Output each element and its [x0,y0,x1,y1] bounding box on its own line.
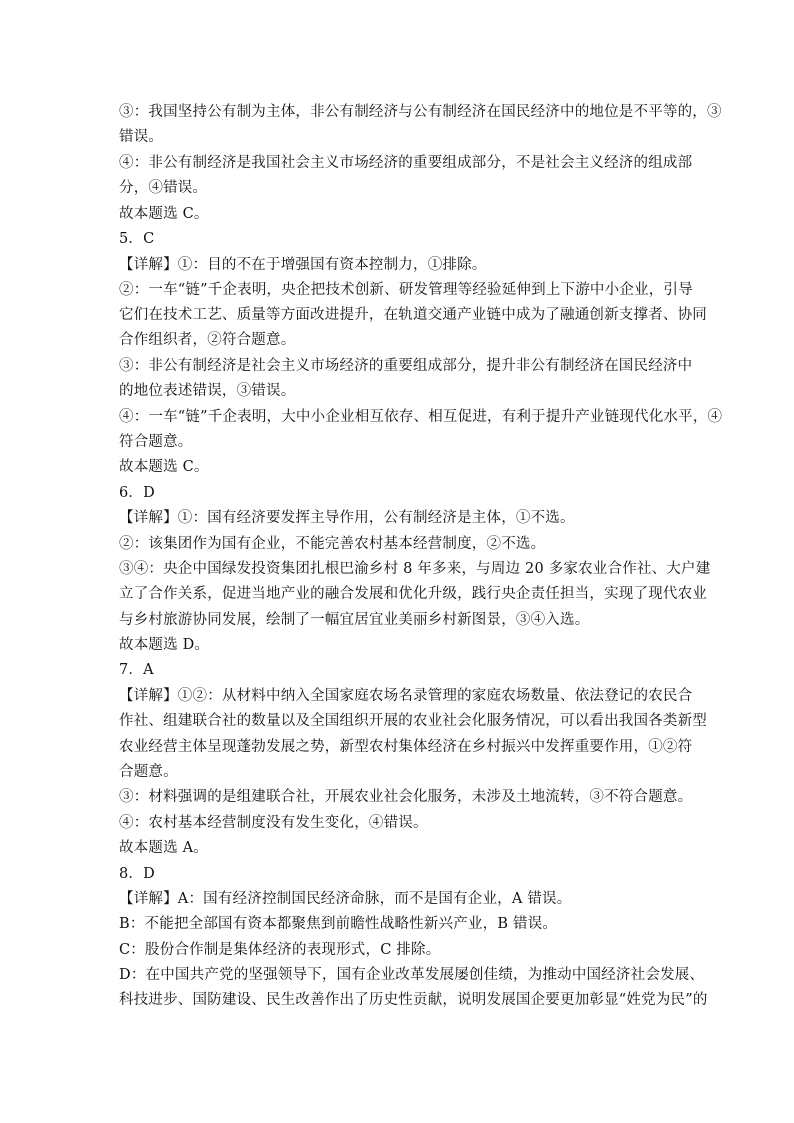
text-line: 立了合作关系，促进当地产业的融合发展和优化升级，践行央企责任担当，实现了现代农业 [119,586,707,602]
text-line: 合题意。 [119,764,178,780]
text-line: 分，④错误。 [119,180,208,196]
text-line: 【详解】①：国有经济要发挥主导作用，公有制经济是主体，①不选。 [119,510,575,526]
text-line: 错误。 [119,129,164,145]
answer-heading: 6．D [119,485,155,501]
answer-heading: 7．A [119,662,154,678]
text-line: 的地位表述错误，③错误。 [119,383,296,399]
text-line: ④：一车“链”千企表明，大中小企业相互依存、相互促进，有利于提升产业链现代化水平，④ [119,409,723,425]
text-line: 【详解】①：目的不在于增强国有资本控制力，①排除。 [119,257,487,273]
text-line: B：不能把全部国有资本都聚焦到前瞻性战略性新兴产业，B 错误。 [119,916,558,932]
text-line: 作社、组建联合社的数量以及全国组织开展的农业社会化服务情况，可以看出我国各类新型 [119,713,707,729]
text-line: 故本题选 A。 [119,840,208,856]
text-line: ③④：央企中国绿发投资集团扎根巴渝乡村 8 年多来，与周边 20 多家农业合作社、大户建 [119,561,711,577]
answer-heading: 8．D [119,866,155,882]
text-line: ③：非公有制经济是社会主义市场经济的重要组成部分，提升非公有制经济在国民经济中 [119,358,693,374]
answer-heading: 5．C [119,231,155,247]
text-line: ②：一车“链”千企表明，央企把技术创新、研发管理等经验延伸到上下游中小企业，引导 [119,282,693,298]
text-line: 符合题意。 [119,434,193,450]
text-line: 故本题选 C。 [119,459,209,475]
text-line: ④：非公有制经济是我国社会主义市场经济的重要组成部分，不是社会主义经济的组成部 [119,155,693,171]
text-line: 合作组织者，②符合题意。 [119,332,296,348]
text-line: ③：材料强调的是组建联合社，开展农业社会化服务，未涉及土地流转，③不符合题意。 [119,789,693,805]
text-line: 农业经营主体呈现蓬勃发展之势，新型农村集体经济在乡村振兴中发挥重要作用，①②符 [119,739,693,755]
text-line: ④：农村基本经营制度没有发生变化，④错误。 [119,815,428,831]
text-line: 【详解】A：国有经济控制国民经济命脉，而不是国有企业，A 错误。 [119,891,572,907]
text-line: 故本题选 D。 [119,637,210,653]
text-line: D：在中国共产党的坚强领导下，国有企业改革发展屡创佳绩，为推动中国经济社会发展、 [119,967,705,983]
text-line: 它们在技术工艺、质量等方面改进提升，在轨道交通产业链中成为了融通创新支撑者、协同 [119,307,707,323]
text-line: ②：该集团作为国有企业，不能完善农村基本经营制度，②不选。 [119,536,546,552]
text-line: C：股份合作制是集体经济的表现形式，C 排除。 [119,942,441,958]
text-line: 与乡村旅游协同发展，绘制了一幅宜居宜业美丽乡村新图景，③④入选。 [119,612,590,628]
text-line: 【详解】①②：从材料中纳入全国家庭农场名录管理的家庭农场数量、依法登记的农民合 [119,688,693,704]
text-line: 科技进步、国防建设、民生改善作出了历史性贡献，说明发展国企要更加彰显“姓党为民”的 [119,992,708,1008]
text-line: ③：我国坚持公有制为主体，非公有制经济与公有制经济在国民经济中的地位是不平等的，③ [119,104,722,120]
text-line: 故本题选 C。 [119,206,209,222]
